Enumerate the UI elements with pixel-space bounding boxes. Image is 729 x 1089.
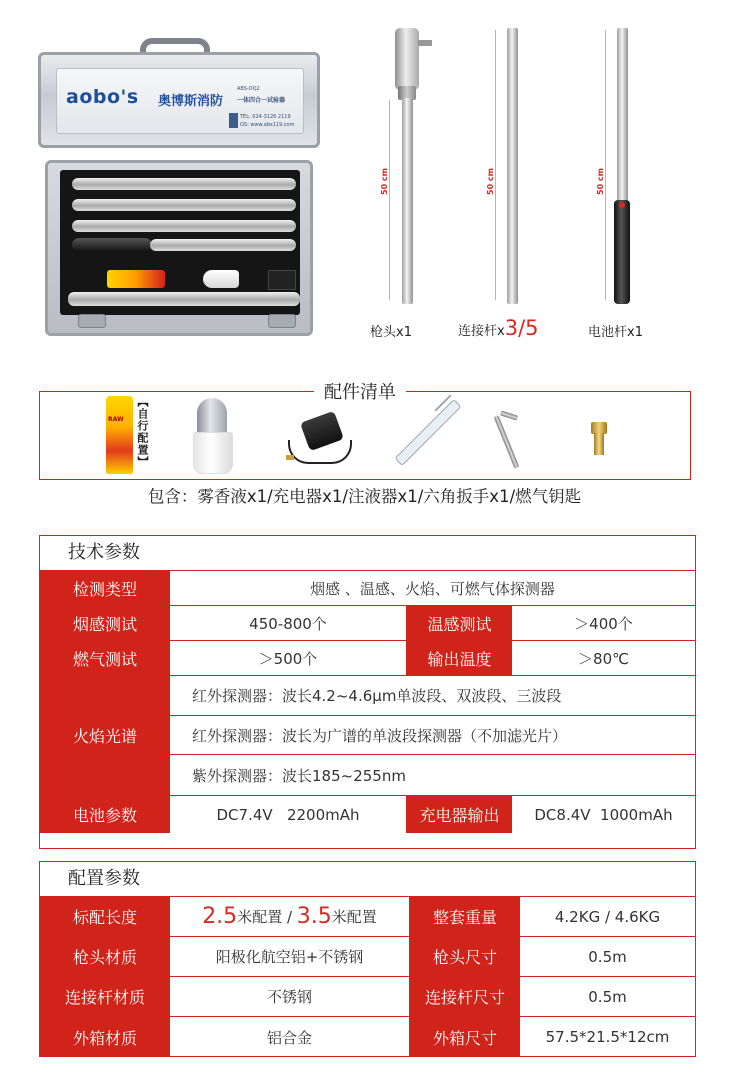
table-row (40, 937, 695, 977)
std-length-value (170, 897, 410, 936)
head-material-value: 阳极化航空铝+不锈钢 (170, 937, 410, 976)
brand-logo-latin: aobo's (66, 86, 139, 108)
std-length-unit-1: 米配置 / (237, 908, 297, 926)
rod-size-label: 连接杆尺寸 (410, 977, 520, 1016)
box-size-label: 外箱尺寸 (410, 1017, 520, 1057)
rod-size-value: 0.5m (588, 987, 627, 1006)
brand-logo-cn: 奥博斯消防 (158, 94, 224, 109)
tech-params-table (39, 535, 696, 849)
case-web: OS: www.abs119.com (240, 122, 295, 128)
aerosol-can-brand: RAW (108, 416, 124, 423)
caption-connecting-rod-qty: 3/5 (504, 316, 539, 340)
battery-rod-grip (614, 200, 630, 304)
temp-test-value: ＞400个 (574, 614, 633, 633)
qr-code-icon (229, 113, 238, 128)
caption-battery-rod (588, 321, 643, 340)
aerosol-can-icon (106, 396, 133, 474)
box-size-value: 57.5*21.5*12cm (545, 1028, 670, 1046)
charger-output-value: DC8.4V 1000mAh (534, 805, 673, 824)
gas-key-icon (594, 433, 604, 455)
battery-rod-length-label: 50 cm (596, 168, 605, 195)
stored-rod-1 (72, 178, 296, 190)
table-row (40, 1017, 695, 1057)
table-row (40, 606, 695, 641)
gas-test-value: ＞500个 (170, 641, 407, 675)
accessories-includes: 包含：雾香液x1/充电器x1/注液器x1/六角扳手x1/燃气钥匙 (147, 487, 582, 506)
connecting-rod (507, 28, 518, 304)
case-model: ABS-DQ2 (237, 86, 260, 92)
stored-battery-rod (150, 239, 296, 251)
box-material-value: 铝合金 (170, 1017, 410, 1057)
connecting-rod-length-label: 50 cm (486, 168, 495, 195)
self-provided-label: 【自行配置】 (136, 396, 149, 468)
table-row (40, 641, 695, 676)
table-row (40, 796, 695, 833)
battery-rod-indicator (619, 202, 625, 208)
caption-connecting-rod (458, 316, 539, 340)
liquid-bottle-icon (193, 432, 233, 474)
rod-material-label: 连接杆材质 (40, 977, 170, 1016)
gun-head-nozzle (395, 28, 419, 90)
tech-params-title: 技术参数 (40, 536, 695, 571)
case-latch-right (268, 314, 296, 328)
charger-output-label: 充电器输出 (407, 796, 512, 833)
rod-material-value: 不锈钢 (170, 977, 410, 1016)
smoke-test-value: 450-800个 (170, 606, 407, 640)
stored-battery-grip (72, 238, 152, 252)
flame-spectrum-line-2: 红外探测器：波长为广谱的单波段探测器（不加滤光片） (170, 716, 695, 756)
gas-test-label: 燃气测试 (40, 641, 170, 675)
caption-gun-head-qty: x1 (396, 325, 412, 340)
box-material-label: 外箱材质 (40, 1017, 170, 1057)
smoke-test-label: 烟感测试 (40, 606, 170, 640)
battery-params-label: 电池参数 (40, 796, 170, 833)
stored-charger (268, 270, 296, 290)
accessories-title: 配件清单 (314, 378, 406, 404)
stored-aerosol-can (107, 270, 165, 288)
std-length-unit-2: 米配置 (331, 908, 377, 926)
battery-params-value: DC7.4V 2200mAh (170, 796, 407, 833)
case-subtitle: 一体四合一试验器 (237, 97, 286, 104)
liquid-bottle-cap-icon (197, 398, 227, 436)
table-row (40, 571, 695, 606)
gun-head-valve (418, 40, 432, 46)
stored-gun-head (68, 292, 300, 306)
flame-spectrum-label: 火焰光谱 (40, 676, 170, 795)
gun-head-rod (402, 98, 413, 304)
caption-battery-rod-text: 电池杆 (588, 325, 628, 340)
std-length-label: 标配长度 (40, 897, 170, 936)
output-temp-label: 输出温度 (407, 641, 512, 675)
case-tel: TEL: 024-3126 2119 (240, 114, 291, 120)
flame-spectrum-line-1: 红外探测器：波长4.2~4.6μm单波段、双波段、三波段 (170, 676, 695, 716)
stored-rod-2 (72, 199, 296, 211)
flame-spectrum-lines (170, 676, 695, 795)
stored-rod-3 (72, 220, 296, 232)
gun-head-length-label: 50 cm (380, 168, 389, 195)
table-row (40, 977, 695, 1017)
head-material-label: 枪头材质 (40, 937, 170, 976)
config-params-title: 配置参数 (40, 862, 695, 897)
head-size-value: 0.5m (588, 947, 627, 966)
output-temp-value: ＞80℃ (578, 649, 629, 668)
flame-spectrum-line-3: 紫外探测器：波长185~255nm (192, 766, 406, 785)
charger-plug-icon (286, 455, 294, 460)
battery-rod-metal (617, 28, 628, 206)
gun-head-measure-line (389, 100, 390, 300)
charger-cable-icon (288, 440, 352, 464)
std-length-value-1: 2.5 (202, 904, 238, 929)
std-length-value-2: 3.5 (296, 904, 332, 929)
caption-gun-head (370, 321, 412, 340)
weight-label: 整套重量 (410, 897, 520, 936)
caption-battery-rod-qty: x1 (627, 325, 643, 340)
connecting-rod-measure-line (495, 30, 496, 300)
caption-gun-head-text: 枪头 (370, 325, 397, 340)
config-params-table (39, 861, 696, 1057)
table-row (40, 676, 695, 796)
weight-value: 4.2KG / 4.6KG (554, 907, 661, 926)
table-row (40, 897, 695, 937)
detect-type-value: 烟感 、温感、火焰、可燃气体探测器 (310, 579, 555, 598)
case-latch-left (78, 314, 106, 328)
caption-connecting-rod-text: 连接杆x (458, 324, 505, 339)
stored-liquid-bottle (203, 270, 239, 288)
detect-type-label: 检测类型 (40, 571, 170, 605)
head-size-label: 枪头尺寸 (410, 937, 520, 976)
battery-rod-measure-line (605, 30, 606, 300)
temp-test-label: 温感测试 (407, 606, 512, 640)
